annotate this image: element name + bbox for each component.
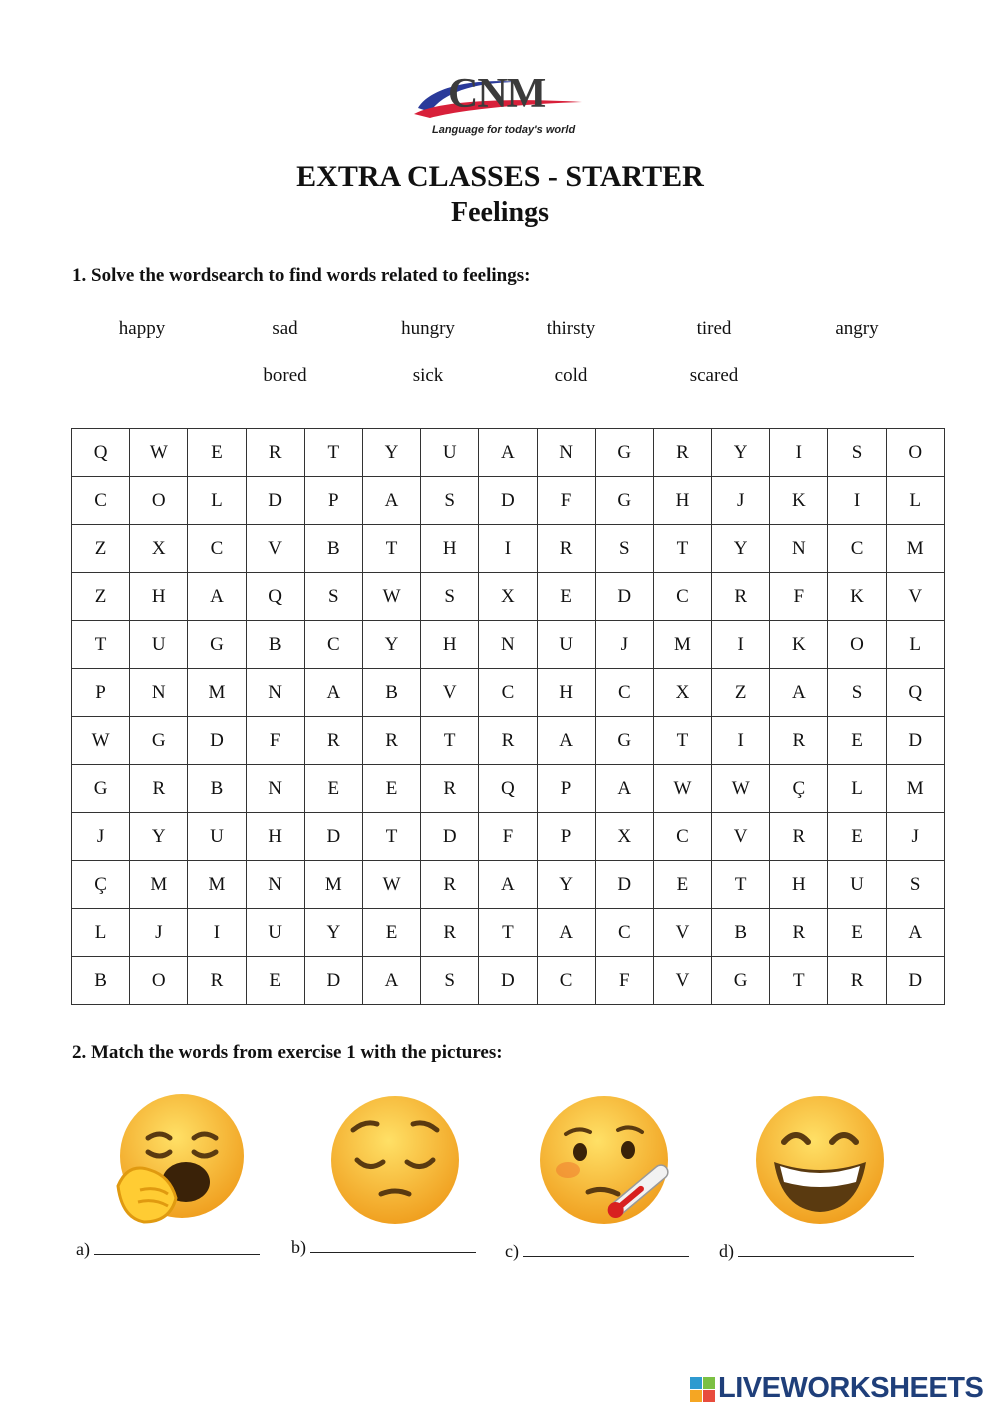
grid-cell[interactable]: T [653, 717, 711, 765]
grid-cell[interactable]: R [188, 957, 246, 1005]
grid-cell[interactable]: X [595, 813, 653, 861]
liveworksheets-logo-icon [690, 1377, 716, 1403]
answer-label: b) [291, 1237, 306, 1257]
grid-cell[interactable]: L [72, 909, 130, 957]
grid-cell[interactable]: N [246, 669, 304, 717]
grid-cell[interactable]: R [304, 717, 362, 765]
word-bank-item: sick [412, 365, 444, 386]
grid-cell[interactable]: R [421, 861, 479, 909]
grid-cell[interactable]: C [479, 669, 537, 717]
grid-cell[interactable]: D [246, 477, 304, 525]
word-bank-item: scared [689, 365, 739, 386]
grid-cell[interactable]: O [130, 477, 188, 525]
grid-cell[interactable]: D [595, 573, 653, 621]
grid-cell[interactable]: A [188, 573, 246, 621]
answer-label: c) [505, 1241, 519, 1261]
grid-cell[interactable]: D [188, 717, 246, 765]
grid-cell[interactable]: C [653, 573, 711, 621]
grid-cell[interactable]: I [712, 621, 770, 669]
grid-cell[interactable]: D [421, 813, 479, 861]
grid-cell[interactable]: G [72, 765, 130, 813]
grid-cell[interactable]: E [246, 957, 304, 1005]
word-bank-item: angry [835, 318, 879, 339]
word-bank-item: happy [118, 318, 166, 339]
grid-cell[interactable]: M [130, 861, 188, 909]
grid-cell[interactable]: C [537, 957, 595, 1005]
grid-cell[interactable]: E [362, 765, 420, 813]
grid-cell[interactable]: T [362, 813, 420, 861]
grid-cell[interactable]: L [886, 477, 944, 525]
grid-cell[interactable]: R [537, 525, 595, 573]
word-bank-item: sad [272, 318, 298, 339]
grid-cell[interactable]: R [362, 717, 420, 765]
grid-cell[interactable]: I [479, 525, 537, 573]
grid-cell[interactable]: G [595, 477, 653, 525]
grid-cell[interactable]: T [72, 621, 130, 669]
cnm-logo [410, 68, 590, 143]
grid-row [72, 813, 945, 861]
grid-row [72, 573, 945, 621]
grid-cell[interactable]: B [72, 957, 130, 1005]
grid-cell[interactable]: S [304, 573, 362, 621]
word-bank-item: tired [696, 318, 732, 339]
grid-cell[interactable]: R [246, 429, 304, 477]
grid-cell[interactable]: A [362, 957, 420, 1005]
grid-cell[interactable]: G [130, 717, 188, 765]
grid-cell[interactable]: X [130, 525, 188, 573]
grid-cell[interactable]: O [130, 957, 188, 1005]
grid-cell[interactable]: A [537, 909, 595, 957]
grid-cell[interactable]: F [479, 813, 537, 861]
grid-cell[interactable]: O [886, 429, 944, 477]
answer-c [505, 1240, 689, 1262]
grid-cell[interactable]: E [653, 861, 711, 909]
grid-cell[interactable]: D [886, 957, 944, 1005]
word-bank-item: thirsty [546, 318, 596, 339]
grid-cell[interactable]: J [886, 813, 944, 861]
exercise2-heading: 2. Match the words from exercise 1 with the pictures: [72, 1042, 503, 1063]
grid-cell[interactable]: N [479, 621, 537, 669]
grid-cell[interactable]: B [362, 669, 420, 717]
grid-cell[interactable]: Y [712, 525, 770, 573]
page-subtitle: Feelings [451, 197, 549, 228]
grid-cell[interactable]: D [304, 957, 362, 1005]
grid-cell[interactable]: K [770, 621, 828, 669]
grid-cell[interactable]: N [246, 861, 304, 909]
grid-row [72, 621, 945, 669]
grid-cell[interactable]: I [712, 717, 770, 765]
answer-label: a) [76, 1239, 90, 1259]
grid-cell[interactable]: R [828, 957, 886, 1005]
exercise1-heading: 1. Solve the wordsearch to find words related to feelings: [72, 265, 531, 286]
answer-label: d) [719, 1241, 734, 1261]
face-with-thermometer-icon [538, 1090, 678, 1230]
grid-cell[interactable]: W [362, 573, 420, 621]
grid-cell[interactable]: H [421, 525, 479, 573]
grid-cell[interactable]: V [886, 573, 944, 621]
grid-cell[interactable]: P [537, 813, 595, 861]
grid-cell[interactable]: B [246, 621, 304, 669]
grid-cell[interactable]: U [246, 909, 304, 957]
grid-cell[interactable]: F [246, 717, 304, 765]
grid-cell[interactable]: P [72, 669, 130, 717]
grid-cell[interactable]: F [595, 957, 653, 1005]
grid-cell[interactable]: Y [537, 861, 595, 909]
grid-cell[interactable]: Z [72, 573, 130, 621]
grid-cell[interactable]: B [188, 765, 246, 813]
grid-cell[interactable]: N [130, 669, 188, 717]
grid-cell[interactable]: M [188, 669, 246, 717]
grid-row [72, 669, 945, 717]
grid-cell[interactable]: C [304, 621, 362, 669]
grid-cell[interactable]: C [72, 477, 130, 525]
grid-cell[interactable]: T [362, 525, 420, 573]
word-bank-item: bored [263, 365, 307, 386]
grid-cell[interactable]: T [770, 957, 828, 1005]
grid-cell[interactable]: M [886, 765, 944, 813]
grid-row [72, 525, 945, 573]
grid-cell[interactable]: T [421, 717, 479, 765]
grid-cell[interactable]: D [479, 477, 537, 525]
grid-cell[interactable]: D [595, 861, 653, 909]
grid-cell[interactable]: E [828, 813, 886, 861]
grid-cell[interactable]: D [304, 813, 362, 861]
grid-cell[interactable]: S [828, 429, 886, 477]
grid-cell[interactable]: I [828, 477, 886, 525]
grid-cell[interactable]: N [770, 525, 828, 573]
grid-row [72, 909, 945, 957]
answer-blank-d[interactable] [738, 1240, 914, 1257]
grid-cell[interactable]: Q [479, 765, 537, 813]
grid-cell[interactable]: C [828, 525, 886, 573]
grid-cell[interactable]: M [188, 861, 246, 909]
grid-cell[interactable]: O [828, 621, 886, 669]
grid-cell[interactable]: E [188, 429, 246, 477]
grid-cell[interactable]: V [653, 909, 711, 957]
grid-cell[interactable]: E [828, 717, 886, 765]
grid-cell[interactable]: A [479, 861, 537, 909]
grid-cell[interactable]: M [304, 861, 362, 909]
grinning-face-icon [750, 1090, 890, 1230]
grid-cell[interactable]: R [421, 765, 479, 813]
grid-cell[interactable]: S [595, 525, 653, 573]
grid-cell[interactable]: V [421, 669, 479, 717]
grid-cell[interactable]: S [421, 957, 479, 1005]
grid-cell[interactable]: N [537, 429, 595, 477]
grid-cell[interactable]: Y [712, 429, 770, 477]
grid-cell[interactable]: S [828, 669, 886, 717]
page-title: EXTRA CLASSES - STARTER [296, 160, 704, 193]
grid-cell[interactable]: C [188, 525, 246, 573]
grid-cell[interactable]: W [712, 765, 770, 813]
grid-cell[interactable]: E [537, 573, 595, 621]
grid-cell[interactable]: F [537, 477, 595, 525]
grid-cell[interactable]: Y [304, 909, 362, 957]
logo-name: CNM [448, 71, 546, 117]
grid-cell[interactable]: U [537, 621, 595, 669]
grid-cell[interactable]: T [304, 429, 362, 477]
grid-cell[interactable]: U [188, 813, 246, 861]
grid-cell[interactable]: S [421, 573, 479, 621]
grid-cell[interactable]: A [537, 717, 595, 765]
answer-b [291, 1236, 476, 1258]
grid-cell[interactable]: I [188, 909, 246, 957]
grid-cell[interactable]: E [362, 909, 420, 957]
grid-cell[interactable]: W [130, 429, 188, 477]
grid-cell[interactable]: Y [362, 621, 420, 669]
grid-cell[interactable]: M [886, 525, 944, 573]
grid-cell[interactable]: Z [72, 525, 130, 573]
grid-cell[interactable]: D [479, 957, 537, 1005]
grid-cell[interactable]: D [886, 717, 944, 765]
grid-cell[interactable]: B [712, 909, 770, 957]
grid-cell[interactable]: U [828, 861, 886, 909]
grid-cell[interactable]: X [479, 573, 537, 621]
grid-cell[interactable]: X [653, 669, 711, 717]
grid-cell[interactable]: G [188, 621, 246, 669]
grid-cell[interactable]: A [362, 477, 420, 525]
liveworksheets-text: LIVEWORKSHEETS [718, 1372, 984, 1404]
grid-cell[interactable]: Ç [770, 765, 828, 813]
liveworksheets-brand[interactable] [690, 1370, 990, 1410]
grid-cell[interactable]: E [828, 909, 886, 957]
grid-cell[interactable]: N [246, 765, 304, 813]
grid-cell[interactable]: H [653, 477, 711, 525]
grid-cell[interactable]: T [653, 525, 711, 573]
word-bank-item: hungry [401, 318, 455, 339]
answer-blank-c[interactable] [523, 1240, 689, 1257]
grid-cell[interactable]: P [537, 765, 595, 813]
grid-cell[interactable]: R [421, 909, 479, 957]
grid-cell[interactable]: T [712, 861, 770, 909]
grid-cell[interactable]: W [362, 861, 420, 909]
logo-tagline: Language for today's world [432, 124, 576, 136]
grid-cell[interactable]: K [828, 573, 886, 621]
grid-cell[interactable]: S [421, 477, 479, 525]
grid-cell[interactable]: V [653, 957, 711, 1005]
answer-d [719, 1240, 914, 1262]
grid-cell[interactable]: H [246, 813, 304, 861]
grid-cell[interactable]: R [770, 909, 828, 957]
grid-cell[interactable]: R [130, 765, 188, 813]
grid-row [72, 861, 945, 909]
grid-cell[interactable]: G [712, 957, 770, 1005]
answer-blank-a[interactable] [94, 1238, 260, 1255]
grid-cell[interactable]: L [886, 621, 944, 669]
grid-row [72, 957, 945, 1005]
grid-cell[interactable]: R [712, 573, 770, 621]
grid-cell[interactable]: C [653, 813, 711, 861]
grid-cell[interactable]: W [653, 765, 711, 813]
grid-cell[interactable]: V [712, 813, 770, 861]
grid-cell[interactable]: F [770, 573, 828, 621]
grid-cell[interactable]: A [886, 909, 944, 957]
grid-cell[interactable]: C [595, 909, 653, 957]
grid-cell[interactable]: Z [712, 669, 770, 717]
grid-cell[interactable]: J [712, 477, 770, 525]
grid-cell[interactable]: H [537, 669, 595, 717]
wordsearch-grid [71, 428, 945, 1005]
grid-cell[interactable]: J [130, 909, 188, 957]
yawning-face-icon [110, 1090, 250, 1230]
grid-cell[interactable]: Q [72, 429, 130, 477]
grid-row [72, 717, 945, 765]
grid-row [72, 765, 945, 813]
grid-cell[interactable]: H [421, 621, 479, 669]
grid-cell[interactable]: U [421, 429, 479, 477]
word-bank-item: cold [554, 365, 588, 386]
grid-cell[interactable]: R [653, 429, 711, 477]
grid-cell[interactable]: A [595, 765, 653, 813]
grid-cell[interactable]: B [304, 525, 362, 573]
grid-cell[interactable]: C [595, 669, 653, 717]
grid-cell[interactable]: L [188, 477, 246, 525]
grid-row [72, 477, 945, 525]
grid-cell[interactable]: P [304, 477, 362, 525]
grid-cell[interactable]: E [304, 765, 362, 813]
grid-cell[interactable]: U [130, 621, 188, 669]
grid-cell[interactable]: Q [886, 669, 944, 717]
answer-blank-b[interactable] [310, 1236, 476, 1253]
grid-cell[interactable]: J [72, 813, 130, 861]
grid-cell[interactable]: Y [362, 429, 420, 477]
grid-cell[interactable]: J [595, 621, 653, 669]
grid-cell[interactable]: G [595, 717, 653, 765]
grid-cell[interactable]: K [770, 477, 828, 525]
grid-cell[interactable]: Q [246, 573, 304, 621]
grid-cell[interactable]: A [479, 429, 537, 477]
grid-cell[interactable]: R [479, 717, 537, 765]
grid-cell[interactable]: A [304, 669, 362, 717]
grid-cell[interactable]: Y [130, 813, 188, 861]
pensive-face-icon [325, 1090, 465, 1230]
grid-cell[interactable]: G [595, 429, 653, 477]
grid-cell[interactable]: H [770, 861, 828, 909]
grid-cell[interactable]: S [886, 861, 944, 909]
grid-cell[interactable]: R [770, 717, 828, 765]
grid-cell[interactable]: Ç [72, 861, 130, 909]
grid-cell[interactable]: H [130, 573, 188, 621]
grid-cell[interactable]: R [770, 813, 828, 861]
grid-cell[interactable]: M [653, 621, 711, 669]
grid-cell[interactable]: L [828, 765, 886, 813]
grid-cell[interactable]: T [479, 909, 537, 957]
grid-row [72, 429, 945, 477]
grid-cell[interactable]: A [770, 669, 828, 717]
grid-cell[interactable]: V [246, 525, 304, 573]
answer-a [76, 1238, 260, 1260]
grid-cell[interactable]: W [72, 717, 130, 765]
grid-cell[interactable]: I [770, 429, 828, 477]
